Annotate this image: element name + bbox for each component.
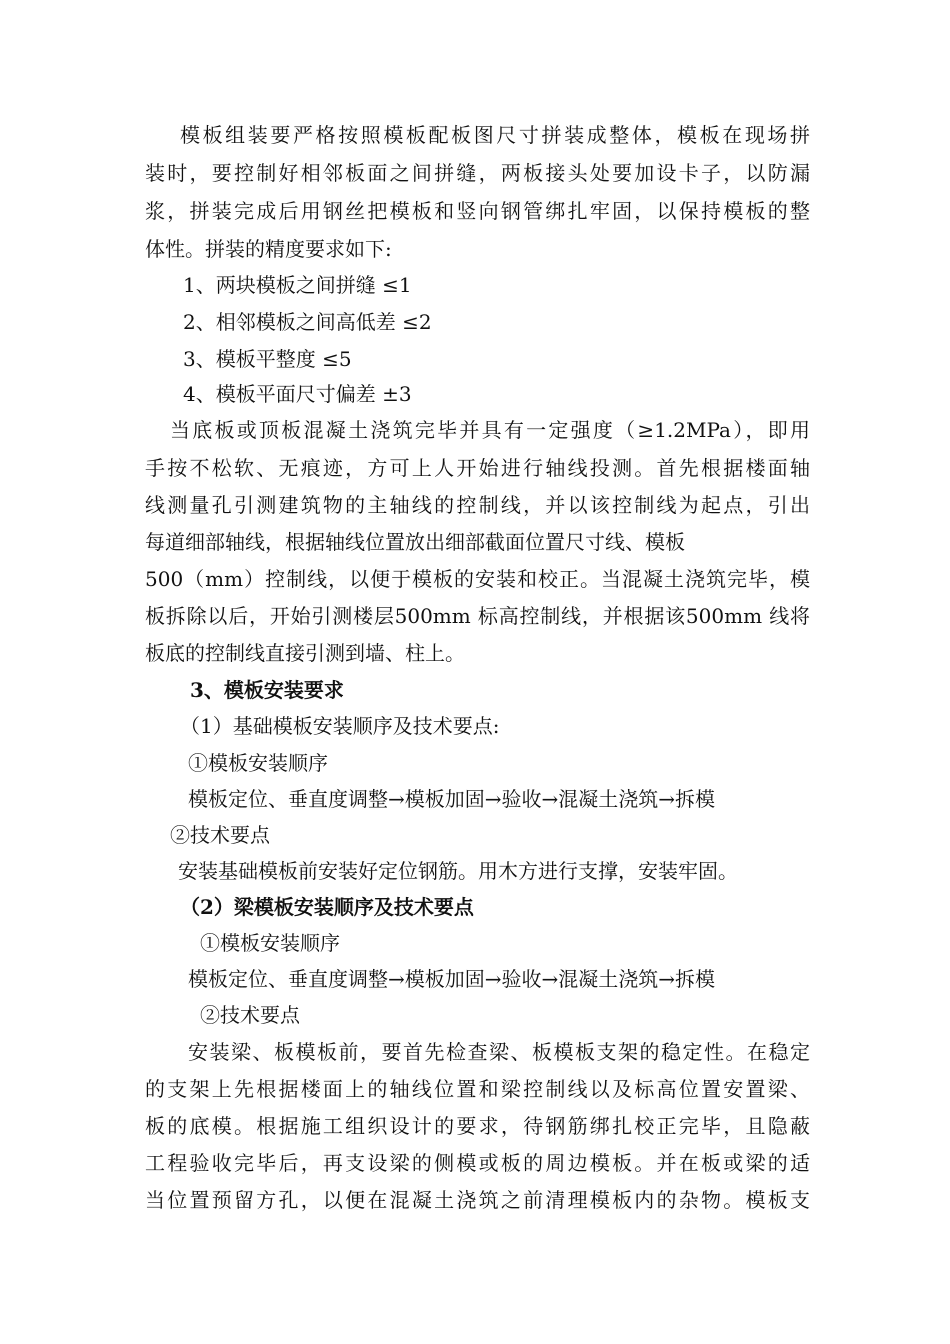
list-item: 3、模板平整度 ≤5 bbox=[183, 347, 352, 371]
subsection-heading: （1）基础模板安装顺序及技术要点: bbox=[180, 714, 500, 738]
paragraph-line: 的支架上先根据楼面上的轴线位置和梁控制线以及标高位置安置梁、 bbox=[145, 1077, 810, 1101]
subsection-heading: （2）梁模板安装顺序及技术要点 bbox=[180, 895, 474, 919]
paragraph-line: 浆，拼装完成后用钢丝把模板和竖向钢管绑扎牢固，以保持模板的整 bbox=[145, 199, 810, 223]
paragraph-line: 手按不松软、无痕迹，方可上人开始进行轴线投测。首先根据楼面轴 bbox=[145, 456, 810, 480]
paragraph-line: 工程验收完毕后，再支设梁的侧模或板的周边模板。并在板或梁的适 bbox=[145, 1151, 810, 1175]
paragraph-line: 当位置预留方孔，以便在混凝土浇筑之前清理模板内的杂物。模板支 bbox=[145, 1188, 810, 1212]
paragraph-line: 每道细部轴线，根据轴线位置放出细部截面位置尺寸线、模板 bbox=[145, 530, 685, 554]
item-heading: ①模板安装顺序 bbox=[200, 931, 340, 955]
paragraph-line: 装时，要控制好相邻板面之间拼缝，两板接头处要加设卡子，以防漏 bbox=[145, 161, 810, 185]
paragraph-line: 500（mm）控制线，以便于模板的安装和校正。当混凝土浇筑完毕，模 bbox=[145, 567, 810, 591]
section-heading: 3、模板安装要求 bbox=[190, 678, 344, 702]
item-heading: ②技术要点 bbox=[200, 1003, 300, 1027]
paragraph-line: 板的底模。根据施工组织设计的要求，待钢筋绑扎校正完毕，且隐蔽 bbox=[145, 1114, 810, 1138]
list-item: 4、模板平面尺寸偏差 ±3 bbox=[183, 382, 412, 406]
paragraph-line: 体性。拼装的精度要求如下: bbox=[145, 237, 392, 261]
list-item: 2、相邻模板之间高低差 ≤2 bbox=[183, 310, 432, 334]
paragraph-line: 安装基础模板前安装好定位钢筋。用木方进行支撑，安装牢固。 bbox=[178, 859, 738, 883]
paragraph-line: 线测量孔引测建筑物的主轴线的控制线，并以该控制线为起点，引出 bbox=[145, 493, 810, 517]
list-item: 1、两块模板之间拼缝 ≤1 bbox=[183, 273, 412, 297]
paragraph-line: 模板定位、垂直度调整→模板加固→验收→混凝土浇筑→拆模 bbox=[188, 967, 716, 991]
paragraph-line: 模板组装要严格按照模板配板图尺寸拼装成整体，模板在现场拼 bbox=[180, 123, 810, 147]
item-heading: ②技术要点 bbox=[170, 823, 270, 847]
paragraph-line: 模板定位、垂直度调整→模板加固→验收→混凝土浇筑→拆模 bbox=[188, 787, 716, 811]
item-heading: ①模板安装顺序 bbox=[188, 751, 328, 775]
paragraph-line: 安装梁、板模板前，要首先检查梁、板模板支架的稳定性。在稳定 bbox=[188, 1040, 810, 1064]
paragraph-line: 板拆除以后，开始引测楼层500mm 标高控制线，并根据该500mm 线将 bbox=[145, 604, 810, 628]
paragraph-line: 板底的控制线直接引测到墙、柱上。 bbox=[145, 641, 465, 665]
paragraph-line: 当底板或顶板混凝土浇筑完毕并具有一定强度（≥1.2MPa），即用 bbox=[170, 418, 810, 442]
